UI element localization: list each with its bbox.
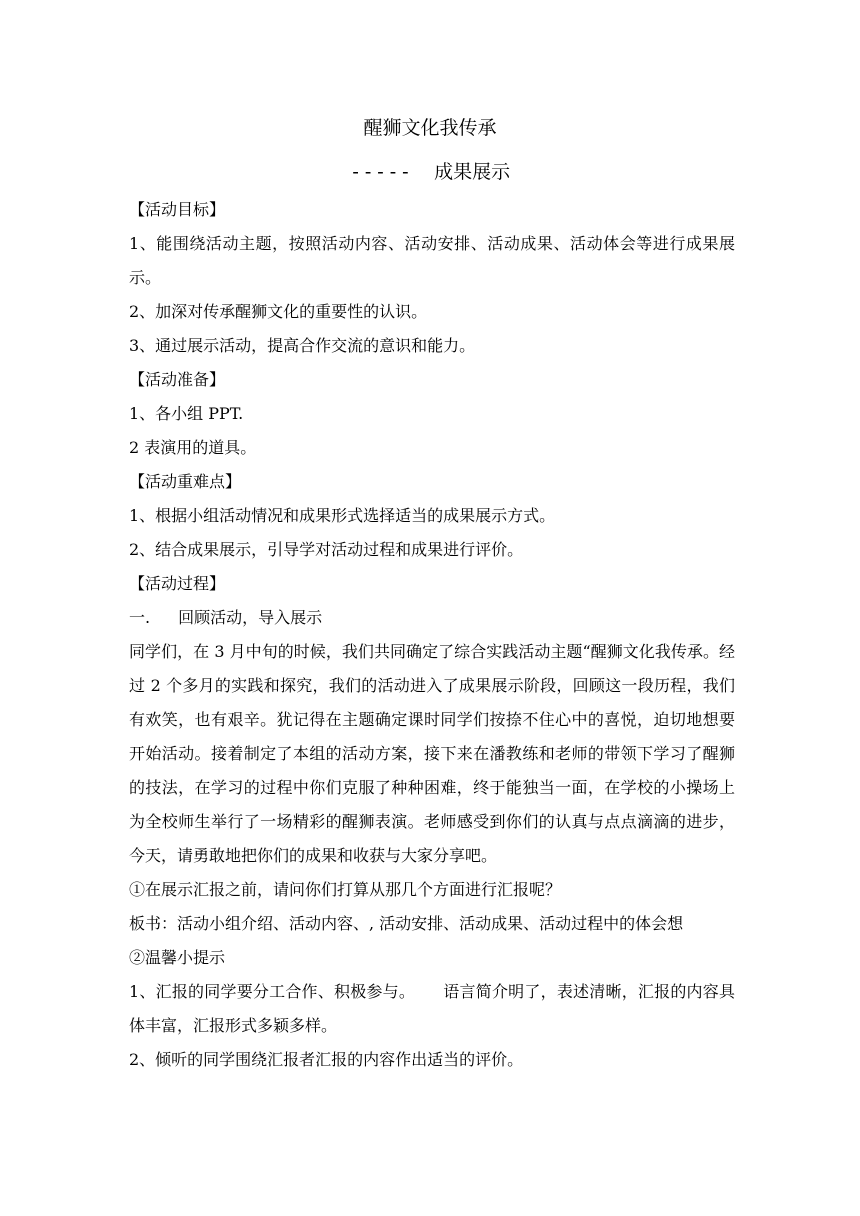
board-line: 板书：活动小组介绍、活动内容、, 活动安排、活动成果、活动过程中的体会想	[129, 914, 684, 933]
tip-1-part-b: 语言简介明了，表述清晰，汇报的内容具体丰富，汇报形式多颖多样。	[129, 982, 735, 1035]
goal-heading: 【活动目标】	[129, 200, 226, 219]
document-subtitle	[0, 160, 860, 184]
key-item-2: 2、结合成果展示，引导学对活动过程和成果进行评价。	[129, 540, 524, 559]
prep-item-2: 2 表演用的道具。	[129, 438, 257, 457]
process-heading: 【活动过程】	[129, 574, 226, 593]
goal-item-3: 3、通过展示活动，提高合作交流的意识和能力。	[129, 336, 476, 355]
key-item-1: 1、根据小组活动情况和成果形式选择适当的成果展示方式。	[129, 506, 556, 525]
prep-item-1: 1、各小组 PPT.	[129, 404, 244, 423]
subtitle-dashes: -----	[349, 161, 413, 183]
step-1-number: 一.	[129, 608, 151, 627]
intro-paragraph: 同学们，在 3 月中旬的时候，我们共同确定了综合实践活动主题“醒狮文化我传承。经过 2 个多月的实践和探究，我们的活动进入了成果展示阶段，回顾这一段历程，我们有欢笑，也有艰辛。犹记得在主题确定课时同学们按捺不住心中的喜悦，迫切地想要开始活动。接着制定了本组的活动方案，接下来在潘教练和老师的带领下学习了醒狮的技法，在学习的过程中你们克服了种种困难，终于能独当一面，在学校的小操场上为全校师生举行了一场精彩的醒狮表演。老师感受到你们的认真与点点滴滴的进步，今天，请勇敢地把你们的成果和收获与大家分享吧。	[129, 642, 735, 865]
subtitle-text: 成果展示	[434, 161, 511, 183]
document-title: 醒狮文化我传承	[363, 117, 497, 139]
tips-heading: ②温馨小提示	[129, 948, 226, 967]
document-body	[129, 193, 735, 1077]
step-1-heading	[129, 601, 735, 635]
step-1-title: 回顾活动，导入展示	[178, 608, 323, 627]
goal-item-1: 1、能围绕活动主题，按照活动内容、活动安排、活动成果、活动体会等进行成果展示。	[129, 234, 735, 287]
prep-heading: 【活动准备】	[129, 370, 226, 389]
tip-1	[129, 975, 735, 1043]
tip-1-part-a: 1、汇报的同学要分工合作、积极参与。	[129, 982, 416, 1001]
tip-2: 2、倾听的同学围绕汇报者汇报的内容作出适当的评价。	[129, 1050, 524, 1069]
question-line: ①在展示汇报之前，请问你们打算从那几个方面进行汇报呢？	[129, 880, 562, 899]
key-heading: 【活动重难点】	[129, 472, 242, 491]
goal-item-2: 2、加深对传承醒狮文化的重要性的认识。	[129, 302, 428, 321]
